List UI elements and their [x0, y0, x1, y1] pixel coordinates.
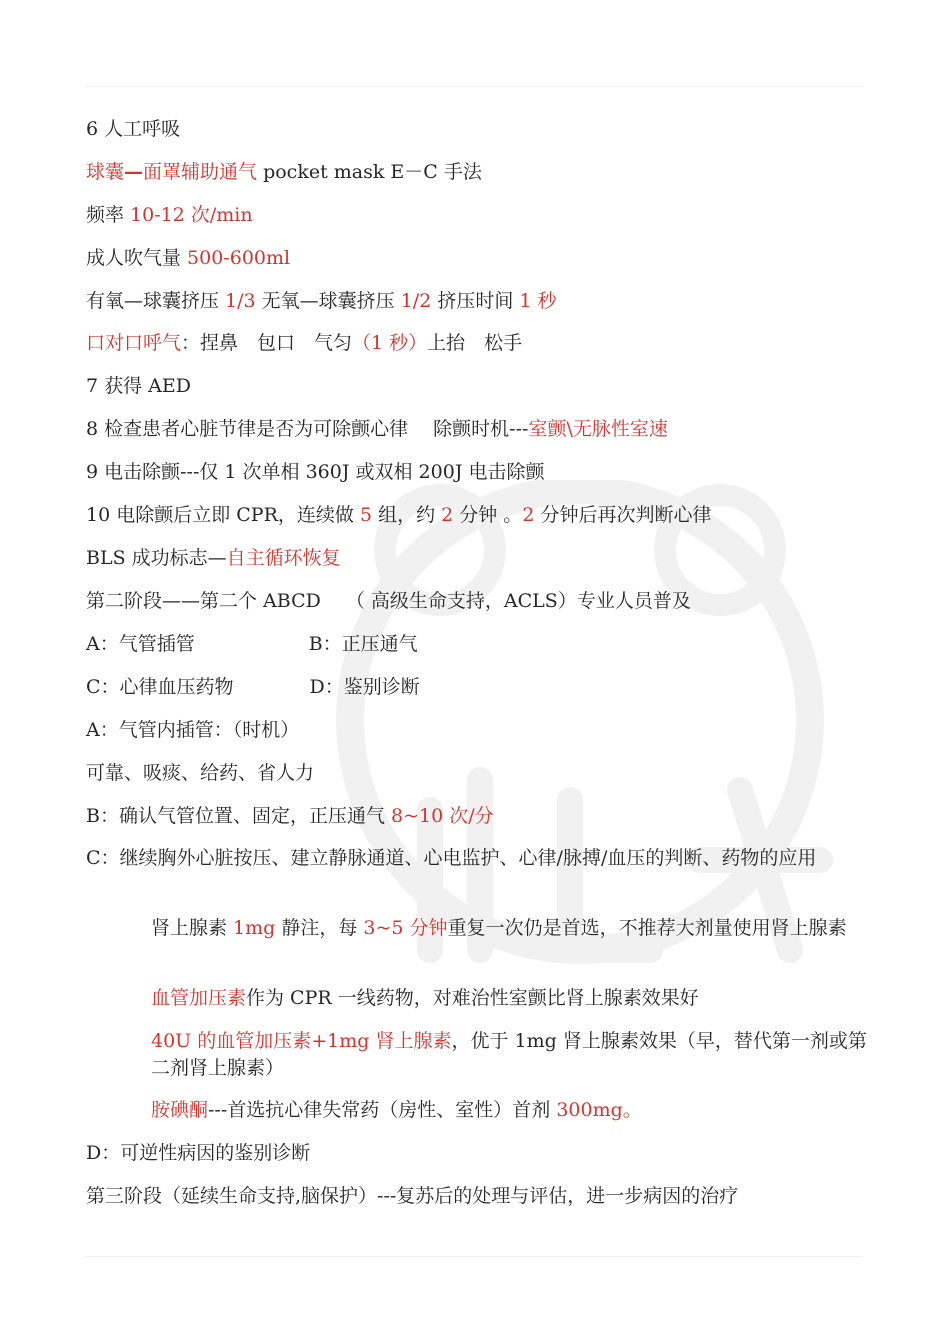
text-run: 有氧—球囊挤压 — [86, 290, 226, 312]
text-run: 无氧—球囊挤压 — [255, 290, 401, 312]
line-combination — [151, 1028, 867, 1082]
line-defibrillation — [86, 459, 866, 486]
text-run: 2 — [522, 504, 535, 526]
line-post-defib-cpr — [86, 502, 866, 529]
line-c-continue — [86, 845, 866, 872]
line-tidal-volume — [86, 245, 866, 272]
text-run: 成人吹气量 — [86, 247, 188, 269]
line-vasopressin — [151, 985, 867, 1012]
text-run: 1mg — [233, 917, 276, 939]
text-run: 5 — [359, 504, 373, 526]
text-run: 分钟 。 — [453, 504, 523, 526]
text-run: 第三阶段（延续生命支持,脑保护）---复苏后的处理与评估，进一步病因的治疗 — [86, 1185, 739, 1207]
text-run: 血管加压素 — [151, 987, 247, 1009]
line-ab — [86, 631, 866, 658]
text-run: 肾上腺素 — [151, 917, 234, 939]
line-get-aed — [86, 373, 866, 400]
text-run: ：捏鼻 包口 气匀 — [181, 332, 353, 354]
text-run: 1 秒 — [519, 290, 557, 312]
text-run: — — [124, 161, 144, 183]
text-run: 8~10 次/分 — [391, 805, 494, 827]
line-bls-success — [86, 545, 866, 572]
line-bag-mask — [86, 159, 866, 186]
text-run: 7 获得 AED — [86, 375, 191, 397]
top-rule — [85, 86, 863, 87]
line-b-confirm — [86, 803, 866, 830]
text-run: C：继续胸外心脏按压、建立静脉通道、心电监护、心律/脉搏/血压的判断、药物的应用 — [86, 847, 817, 869]
text-run: A：气管插管 B：正压通气 — [86, 633, 418, 655]
line-stage-three — [86, 1183, 866, 1210]
text-run: pocket mask E－C 手法 — [257, 161, 482, 183]
text-run: 1/2 — [400, 290, 432, 312]
text-run: 自主循环恢复 — [226, 547, 341, 569]
text-run: 重复一次仍是首选，不推荐大剂量使用肾上腺素 — [447, 917, 847, 939]
text-run: BLS 成功标志— — [86, 547, 227, 569]
text-run: 3~5 分钟 — [363, 917, 448, 939]
text-run: C：心律血压药物 D：鉴别诊断 — [86, 676, 420, 698]
text-run: 组，约 — [372, 504, 442, 526]
line-mouth-to-mouth — [86, 330, 866, 357]
text-run: 室颤\无脉性室速 — [528, 418, 668, 440]
text-run: 第二阶段——第二个 ABCD （ 高级生命支持，ACLS）专业人员普及 — [86, 590, 691, 612]
text-run: B：确认气管位置、固定，正压通气 — [86, 805, 392, 827]
text-run: 上抬 松手 — [427, 332, 523, 354]
text-run: 40U 的血管加压素+1mg 肾上腺素 — [151, 1030, 452, 1052]
line-check-rhythm — [86, 416, 866, 443]
text-run: D：可逆性病因的鉴别诊断 — [86, 1142, 311, 1164]
line-d-differential — [86, 1140, 866, 1167]
text-run: 胺碘酮 — [151, 1099, 209, 1121]
text-run: A：气管内插管：（时机） — [86, 719, 300, 741]
text-run: 2 — [441, 504, 454, 526]
line-ventilation-heading — [86, 116, 866, 143]
text-run: 静注，每 — [275, 917, 364, 939]
line-amiodarone — [151, 1097, 867, 1124]
text-run: 10 电除颤后立即 CPR，连续做 — [86, 504, 360, 526]
text-run: 1/3 — [225, 290, 256, 312]
text-run: 300mg。 — [556, 1099, 642, 1121]
text-run: 9 电击除颤---仅 1 次单相 360J 或双相 200J 电击除颤 — [86, 461, 545, 483]
text-run: 口对口呼气 — [86, 332, 182, 354]
text-run: 分钟后再次判断心律 — [534, 504, 712, 526]
line-bag-compression — [86, 288, 866, 315]
text-run: 挤压时间 — [431, 290, 520, 312]
text-run: 10-12 次/min — [130, 204, 253, 226]
line-frequency — [86, 202, 866, 229]
text-run: 作为 CPR 一线药物，对难治性室颤比肾上腺素效果好 — [246, 987, 699, 1009]
text-run: ，优于 1mg 肾上腺素效果（早，替代第一剂或第二剂肾上腺素） — [151, 1030, 867, 1079]
bottom-rule — [85, 1256, 863, 1257]
line-stage-two — [86, 588, 866, 615]
text-run: 可靠、吸痰、给药、省人力 — [86, 762, 315, 784]
line-epinephrine — [151, 915, 867, 942]
text-run: 8 检查患者心脏节律是否为可除颤心律 除颤时机--- — [86, 418, 529, 440]
line-a-benefits — [86, 760, 866, 787]
text-run: ---首选抗心律失常药（房性、室性）首剂 — [208, 1099, 557, 1121]
text-run: 面罩辅助通气 — [143, 161, 258, 183]
text-run: 频率 — [86, 204, 131, 226]
text-run: 6 人工呼吸 — [86, 118, 181, 140]
line-cd — [86, 674, 866, 701]
line-a-intubation — [86, 717, 866, 744]
text-run: （1 秒） — [352, 332, 428, 354]
text-run: 球囊 — [86, 161, 125, 183]
text-run: 500-600ml — [187, 247, 291, 269]
